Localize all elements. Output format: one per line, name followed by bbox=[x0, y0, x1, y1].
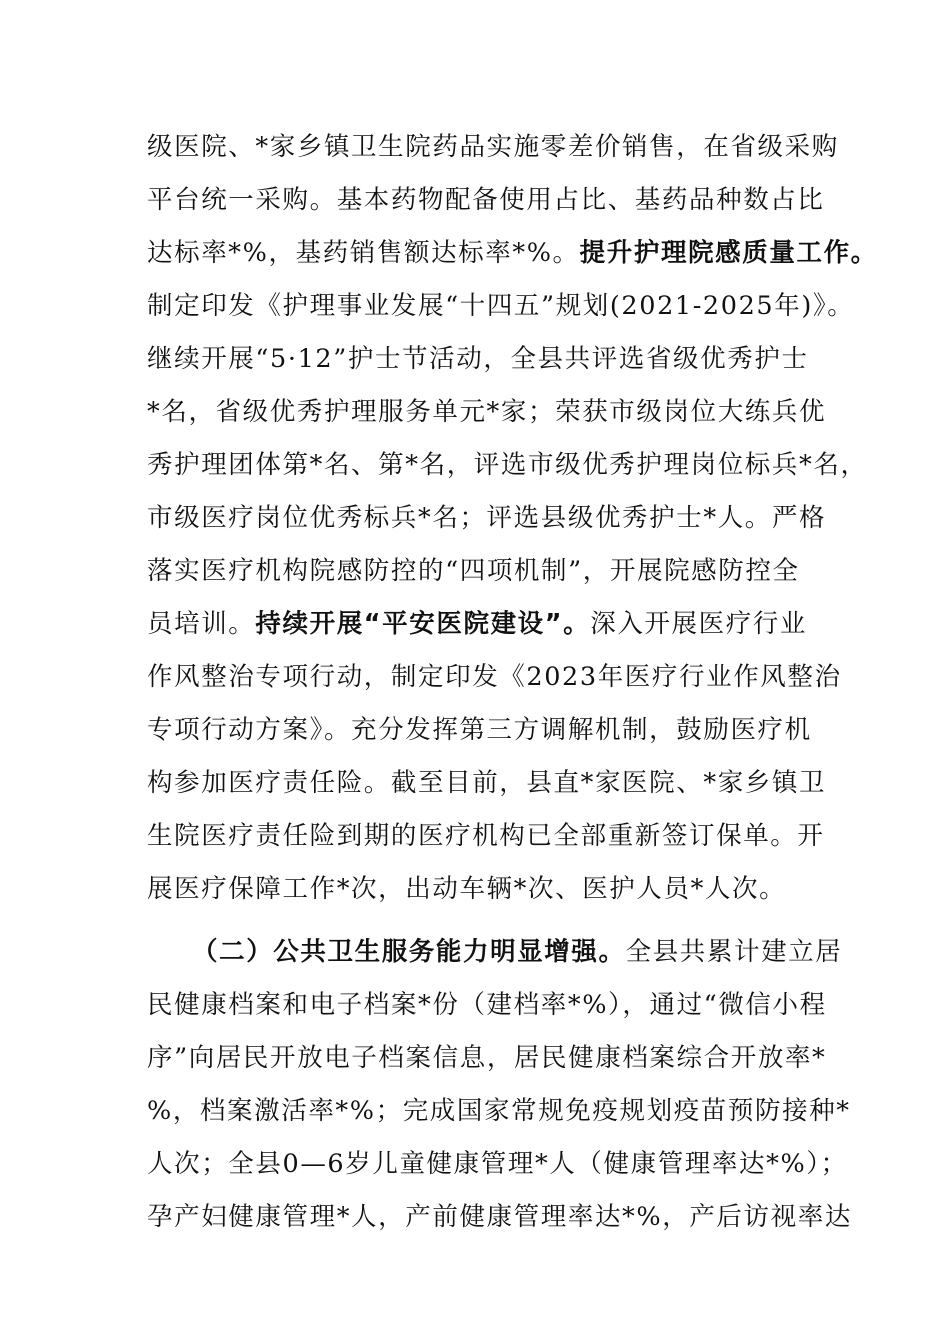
body-text-segment: 专项行动方案》。充分发挥第三方调解机制，鼓励医疗机 bbox=[147, 715, 812, 745]
body-text-segment: 全县共累计建立居 bbox=[625, 937, 843, 967]
paragraph-line bbox=[147, 289, 854, 323]
bold-heading-text: （二）公共卫生服务能力明显增强。 bbox=[192, 937, 626, 967]
body-text-segment: 员培训。 bbox=[147, 609, 256, 639]
bold-heading-text: 持续开展“平安医院建设”。 bbox=[255, 609, 591, 639]
body-text-segment: 达标率*%，基药销售额达标率*%。 bbox=[147, 238, 580, 268]
body-text-segment: 作风整治专项行动，制定印发《2023年医疗行业作风整治 bbox=[147, 662, 842, 692]
body-text-segment: 秀护理团体第*名、第*名，评选市级优秀护理岗位标兵*名， bbox=[147, 450, 868, 480]
body-text-segment: 继续开展“5·12”护士节活动，全县共评选省级优秀护士 bbox=[147, 344, 809, 374]
paragraph-line bbox=[147, 554, 800, 588]
body-text-segment: 民健康档案和电子档案*份（建档率*%），通过“微信小程 bbox=[147, 990, 827, 1020]
bold-heading-text: 提升护理院感质量工作。 bbox=[579, 238, 878, 268]
paragraph-line bbox=[147, 395, 826, 429]
body-text-segment: %，档案激活率*%；完成国家常规免疫规划疫苗预防接种* bbox=[147, 1096, 851, 1126]
paragraph-line bbox=[147, 660, 842, 694]
body-text-segment: 制定印发《护理事业发展“十四五”规划(2021-2025年)》。 bbox=[147, 291, 855, 321]
paragraph-line bbox=[147, 1094, 851, 1128]
section-heading-paragraph-line bbox=[192, 935, 842, 969]
body-text-segment: *名，省级优秀护理服务单元*家；荣获市级岗位大练兵优 bbox=[147, 397, 827, 427]
paragraph-line bbox=[147, 448, 868, 482]
paragraph-line bbox=[147, 236, 878, 270]
paragraph-line bbox=[147, 1041, 826, 1075]
paragraph-line bbox=[147, 872, 786, 906]
body-text-segment: 构参加医疗责任险。截至目前，县直*家医院、*家乡镇卫 bbox=[147, 768, 827, 798]
body-text-segment: 级医院、*家乡镇卫生院药品实施零差价销售，在省级采购 bbox=[147, 132, 839, 162]
paragraph-line bbox=[147, 766, 826, 800]
paragraph-line bbox=[147, 607, 807, 641]
paragraph-line bbox=[147, 501, 826, 535]
paragraph-line bbox=[147, 713, 812, 747]
paragraph-line bbox=[147, 1200, 852, 1234]
body-text-segment: 展医疗保障工作*次，出动车辆*次、医护人员*人次。 bbox=[147, 874, 787, 904]
body-text-segment: 人次；全县0—6岁儿童健康管理*人（健康管理率达*%）； bbox=[147, 1149, 848, 1179]
body-text-segment: 落实医疗机构院感防控的“四项机制”，开展院感防控全 bbox=[147, 556, 800, 586]
body-text-segment: 序”向居民开放电子档案信息，居民健康档案综合开放率* bbox=[147, 1043, 827, 1073]
paragraph-line bbox=[147, 988, 827, 1022]
paragraph-line bbox=[147, 1147, 848, 1181]
paragraph-line bbox=[147, 342, 809, 376]
paragraph-line bbox=[147, 819, 825, 853]
body-text-segment: 孕产妇健康管理*人，产前健康管理率达*%，产后访视率达 bbox=[147, 1202, 852, 1232]
body-text-segment: 深入开展医疗行业 bbox=[590, 609, 808, 639]
body-text-segment: 生院医疗责任险到期的医疗机构已全部重新签订保单。开 bbox=[147, 821, 825, 851]
paragraph-line bbox=[147, 130, 839, 164]
body-text-segment: 平台统一采购。基本药物配备使用占比、基药品种数占比 bbox=[147, 185, 825, 215]
body-text-segment: 市级医疗岗位优秀标兵*名；评选县级优秀护士*人。严格 bbox=[147, 503, 827, 533]
paragraph-line bbox=[147, 183, 825, 217]
